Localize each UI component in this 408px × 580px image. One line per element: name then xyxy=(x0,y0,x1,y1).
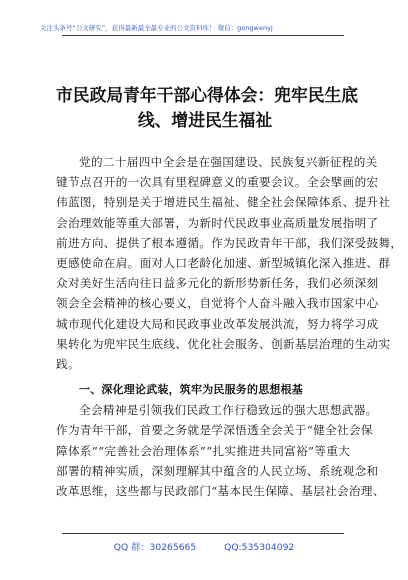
section-heading: 一、深化理论武装，筑牢为民服务的思想根基 xyxy=(79,383,303,397)
paragraph-line: 更感使命在肩。面对人口老龄化加速、新型城镇化深入推进、群 xyxy=(56,255,391,270)
footer-divider xyxy=(62,533,344,534)
paragraph-line: 全会精神是引领我们民政工作行稳致远的强大思想武器。 xyxy=(79,403,378,418)
paragraph-line: 党的二十届四中全会是在强国建设、民族复兴新征程的关 xyxy=(79,155,378,169)
title-line-2: 线、增进民生福祉 xyxy=(137,110,273,130)
paragraph-line: 伟蓝图，特别是关于增进民生福祉、健全社会保障体系、提升社 xyxy=(56,195,391,210)
paragraph-line: 众对美好生活向往日益多元化的新形势新任务，我们必须深刻 xyxy=(56,276,379,291)
footer-qq-group: QQ 群：30265665 xyxy=(113,542,197,553)
footer-qq: QQ:535304092 xyxy=(224,542,295,553)
paragraph-line: 前进方向、提供了根本遵循。作为民政青年干部，我们深受鼓舞， xyxy=(56,235,403,250)
title-line-1: 市民政局青年干部心得体会：兜牢民生底 xyxy=(56,85,359,105)
paragraph-line: 践。 xyxy=(56,356,80,371)
footer xyxy=(0,539,408,553)
paragraph-line: 会治理效能等重大部署，为新时代民政事业高质量发展指明了 xyxy=(56,215,379,230)
paragraph-line: 城市现代化建设大局和民政事业改革发展洪流，努力将学习成 xyxy=(56,316,379,331)
paragraph-line: 障体系”“完善社会治理体系”“扎实推进共同富裕”等重大 xyxy=(56,443,351,458)
paragraph-line: 改革思维，这些都与民政部门“基本民生保障、基层社会治理、 xyxy=(56,484,385,498)
paragraph-line: 作为青年干部，首要之务就是学深悟透全会关于“健全社会保 xyxy=(56,423,373,438)
paragraph-line: 部署的精神实质，深刻理解其中蕴含的人民立场、系统观念和 xyxy=(56,463,379,478)
paragraph-line: 键节点召开的一次具有里程碑意义的重要会议。全会擘画的宏 xyxy=(56,175,379,190)
document-body xyxy=(56,152,403,501)
page-title xyxy=(56,83,359,133)
header-note: 关注头条号“公文研究”，获得最新最全最专业的公文资料库！ 微信：gongwenyj xyxy=(40,24,273,32)
paragraph-line: 领会全会精神的核心要义，自觉将个人奋斗融入我市国家中心 xyxy=(56,296,379,311)
header-divider xyxy=(62,35,344,36)
paragraph-line: 果转化为兜牢民生底线、优化社会服务、创新基层治理的生动实 xyxy=(56,336,391,351)
